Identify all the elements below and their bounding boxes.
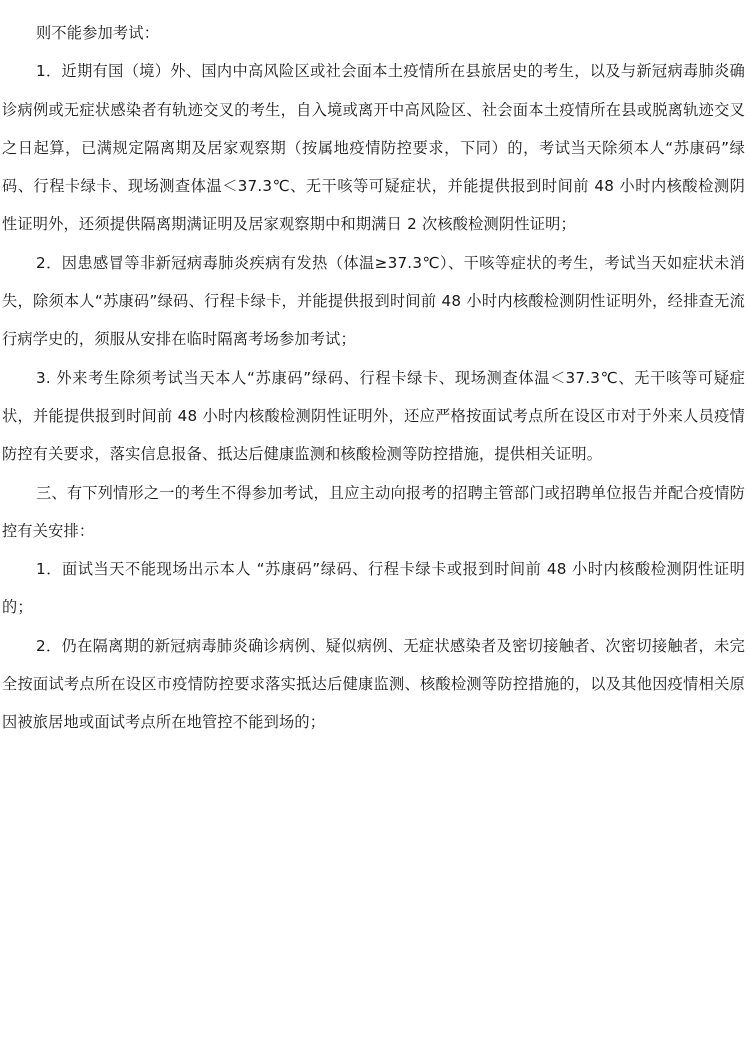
paragraph-item-1: 1．近期有国（境）外、国内中高风险区或社会面本土疫情所在县旅居史的考生，以及与新冠病毒肺炎确诊病例或无症状感染者有轨迹交叉的考生，自入境或离开中高风险区、社会面本土疫情所在县或脱离轨迹交叉之日起算，已满规定隔离期及居家观察期（按属地疫情防控要求，下同）的，考试当天除须本人“苏康码”绿码、行程卡绿卡、现场测查体温＜37.3℃、无干咳等可疑症状，并能提供报到时间前 48 小时内核酸检测阴性证明外，还须提供隔离期满证明及居家观察期中和期满日 2 次核酸检测阴性证明； — [2, 62, 745, 234]
paragraph-item-3: 3. 外来考生除须考试当天本人“苏康码”绿码、行程卡绿卡、现场测查体温＜37.3℃、无干咳等可疑症状，并能提供报到时间前 48 小时内核酸检测阴性证明外，还应严格按面试考点所在设区市对于外来人员疫情防控有关要求，落实信息报备、抵达后健康监测和核酸检测等防控措施，提供相关证明。 — [2, 368, 745, 464]
paragraph-item-2: 2．因患感冒等非新冠病毒肺炎疾病有发热（体温≥37.3℃）、干咳等症状的考生，考试当天如症状未消失，除须本人“苏康码”绿码、行程卡绿卡，并能提供报到时间前 48 小时内核酸检测阴性证明外，经排查无流行病学史的，须服从安排在临时隔离考场参加考试； — [2, 253, 745, 349]
paragraph-section-three-item-2: 2．仍在隔离期的新冠病毒肺炎确诊病例、疑似病例、无症状感染者及密切接触者、次密切接触者，未完全按面试考点所在设区市疫情防控要求落实抵达后健康监测、核酸检测等防控措施的，以及其他因疫情相关原因被旅居地或面试考点所在地管控不能到场的； — [2, 636, 745, 732]
paragraph-intro: 则不能参加考试： — [36, 24, 160, 42]
paragraph-section-three-item-1: 1．面试当天不能现场出示本人 “苏康码”绿码、行程卡绿卡或报到时间前 48 小时内核酸检测阴性证明的； — [2, 560, 745, 617]
section-three-heading: 三、有下列情形之一的考生不得参加考试，且应主动向报考的招聘主管部门或招聘单位报告并配合疫情防控有关安排： — [2, 483, 745, 540]
